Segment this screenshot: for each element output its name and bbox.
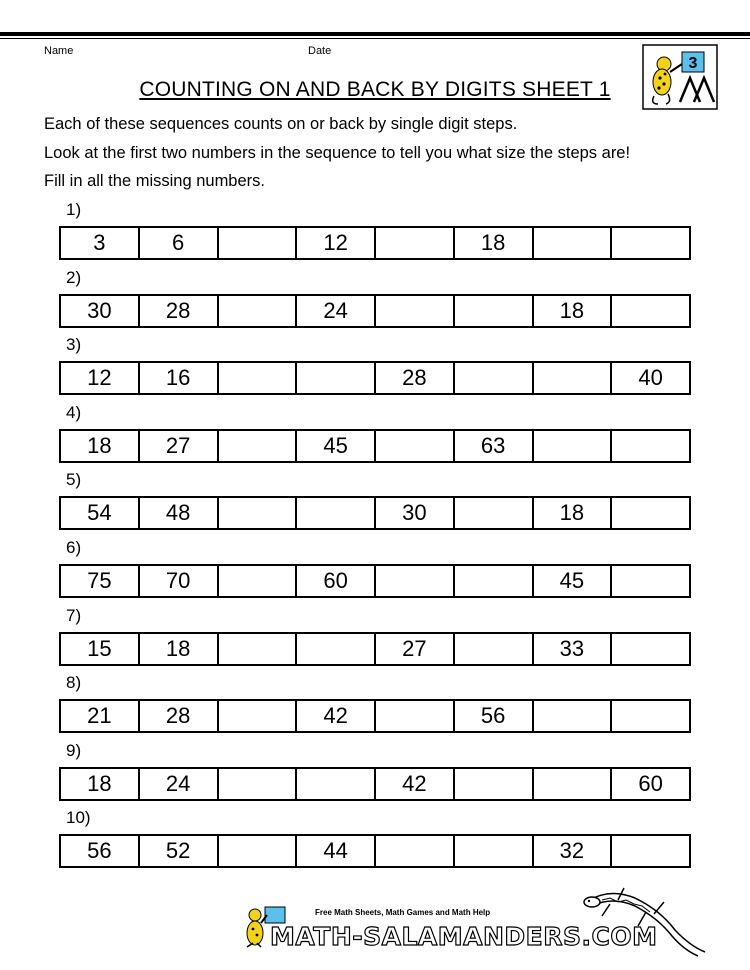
given-number: 52 xyxy=(140,836,219,866)
answer-box[interactable] xyxy=(376,228,455,258)
answer-box[interactable] xyxy=(219,769,298,799)
given-number: 18 xyxy=(534,296,613,326)
date-label: Date xyxy=(308,45,332,57)
given-number: 18 xyxy=(455,228,534,258)
answer-box[interactable] xyxy=(455,498,534,528)
answer-box[interactable] xyxy=(534,431,613,461)
sequence-row xyxy=(59,834,691,868)
answer-box[interactable] xyxy=(376,701,455,731)
given-number: 42 xyxy=(376,769,455,799)
answer-box[interactable] xyxy=(219,566,298,596)
answer-box[interactable] xyxy=(219,836,298,866)
given-number: 40 xyxy=(638,365,663,390)
sequence-row xyxy=(59,699,691,733)
sequence-row xyxy=(59,294,691,328)
given-number: 3 xyxy=(61,228,140,258)
answer-box[interactable] xyxy=(297,634,376,664)
given-number: 70 xyxy=(140,566,219,596)
instruction-line-3: Fill in all the missing numbers. xyxy=(44,172,265,190)
given-number: 30 xyxy=(61,296,140,326)
answer-box[interactable] xyxy=(534,701,613,731)
answer-box[interactable] xyxy=(297,769,376,799)
question-number: 1) xyxy=(66,200,82,219)
given-number: 27 xyxy=(140,431,219,461)
answer-box[interactable] xyxy=(376,836,455,866)
answer-box[interactable] xyxy=(612,634,689,664)
answer-box[interactable] xyxy=(219,634,298,664)
sequence-row xyxy=(59,632,691,666)
answer-box[interactable] xyxy=(612,498,689,528)
answer-box[interactable] xyxy=(455,769,534,799)
given-number: 45 xyxy=(297,431,376,461)
answer-box[interactable] xyxy=(219,363,298,393)
given-number: 12 xyxy=(297,228,376,258)
footer-tagline: Free Math Sheets, Math Games and Math Help xyxy=(315,908,491,917)
answer-box[interactable] xyxy=(219,296,298,326)
answer-box[interactable] xyxy=(612,431,689,461)
sequence-row xyxy=(59,767,691,801)
top-rule xyxy=(0,32,750,36)
given-number: 56 xyxy=(61,836,140,866)
given-number: 18 xyxy=(534,498,613,528)
given-number: 30 xyxy=(376,498,455,528)
given-number: 48 xyxy=(140,498,219,528)
answer-box[interactable] xyxy=(297,363,376,393)
answer-box[interactable] xyxy=(219,701,298,731)
given-number: 56 xyxy=(455,701,534,731)
answer-box[interactable] xyxy=(612,701,689,731)
given-number: 24 xyxy=(297,296,376,326)
answer-box[interactable] xyxy=(455,836,534,866)
page-title: COUNTING ON AND BACK BY DIGITS SHEET 1 xyxy=(139,78,611,101)
sequence-row xyxy=(59,429,691,463)
answer-box[interactable] xyxy=(219,498,298,528)
answer-box[interactable] xyxy=(219,228,298,258)
given-number: 16 xyxy=(140,363,219,393)
question-number: 9) xyxy=(66,741,82,760)
instruction-line-2: Look at the first two numbers in the sequence to tell you what size the steps are! xyxy=(44,144,631,162)
answer-box[interactable] xyxy=(376,296,455,326)
given-number: 60 xyxy=(638,771,663,796)
given-number: 75 xyxy=(61,566,140,596)
salamander-drawing-icon xyxy=(580,880,710,960)
answer-box[interactable] xyxy=(455,363,534,393)
given-number: 44 xyxy=(297,836,376,866)
given-number: 32 xyxy=(534,836,613,866)
answer-box[interactable] xyxy=(612,836,689,866)
given-number: 28 xyxy=(140,701,219,731)
given-number: 18 xyxy=(140,634,219,664)
question-number: 8) xyxy=(66,673,82,692)
answer-box[interactable] xyxy=(534,769,613,799)
answer-box[interactable] xyxy=(219,431,298,461)
given-number: 63 xyxy=(455,431,534,461)
given-number: 42 xyxy=(297,701,376,731)
footer-site-link[interactable]: MATH-SALAMANDERS.COM xyxy=(270,922,658,951)
given-number: 33 xyxy=(534,634,613,664)
answer-box[interactable] xyxy=(455,296,534,326)
name-label: Name xyxy=(44,45,74,57)
given-number: 54 xyxy=(61,498,140,528)
question-number: 10) xyxy=(66,808,91,827)
question-number: 6) xyxy=(66,538,82,557)
answer-box[interactable] xyxy=(455,566,534,596)
given-number: 15 xyxy=(61,634,140,664)
answer-box[interactable] xyxy=(612,228,689,258)
question-number: 7) xyxy=(66,606,82,625)
given-number: 6 xyxy=(140,228,219,258)
question-number: 5) xyxy=(66,470,82,489)
given-number: 28 xyxy=(376,363,455,393)
sequence-row xyxy=(59,496,691,530)
given-number: 27 xyxy=(376,634,455,664)
answer-box[interactable] xyxy=(376,431,455,461)
question-number: 4) xyxy=(66,403,82,422)
grade-badge: 3 xyxy=(688,55,698,72)
answer-box[interactable] xyxy=(534,228,613,258)
answer-box[interactable] xyxy=(612,566,689,596)
given-number: 18 xyxy=(61,431,140,461)
question-number: 2) xyxy=(66,268,82,287)
answer-box[interactable] xyxy=(455,634,534,664)
given-number: 21 xyxy=(61,701,140,731)
given-number: 24 xyxy=(140,769,219,799)
answer-box[interactable] xyxy=(612,296,689,326)
sequence-row xyxy=(59,361,691,395)
top-rule-thin xyxy=(0,38,750,39)
answer-box[interactable] xyxy=(297,498,376,528)
answer-box[interactable] xyxy=(534,363,613,393)
sequence-row xyxy=(59,226,691,260)
answer-box[interactable] xyxy=(376,566,455,596)
given-number: 12 xyxy=(61,363,140,393)
question-number: 3) xyxy=(66,335,82,354)
sequence-row xyxy=(59,564,691,598)
given-number: 45 xyxy=(534,566,613,596)
instruction-line-1: Each of these sequences counts on or back by single digit steps. xyxy=(44,115,518,133)
given-number: 28 xyxy=(140,296,219,326)
given-number: 60 xyxy=(297,566,376,596)
given-number: 18 xyxy=(61,769,140,799)
